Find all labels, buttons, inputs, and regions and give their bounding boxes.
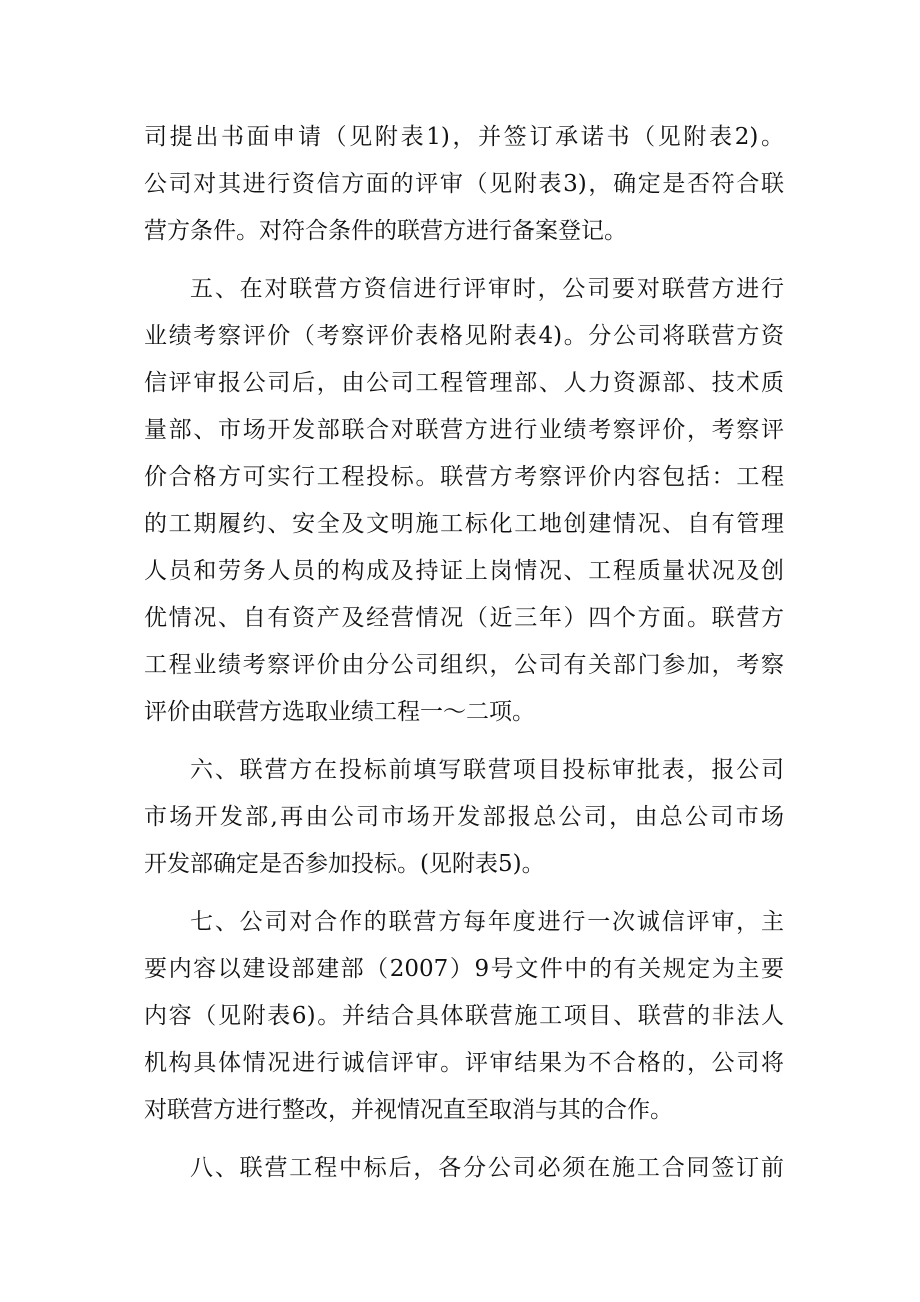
text-line: 人员和劳务人员的构成及持证上岗情况、工程质量状况及创 xyxy=(144,558,784,584)
text-line: 市场开发部,再由公司市场开发部报总公司，由总公司市场 xyxy=(144,804,784,830)
text-line: 公司对其进行资信方面的评审（见附表3)，确定是否符合联 xyxy=(144,171,784,197)
text-line: 量部、市场开发部联合对联营方进行业绩考察评价，考察评 xyxy=(144,417,784,443)
text-line: 五、在对联营方资信进行评审时，公司要对联营方进行 xyxy=(190,276,784,302)
text-line: 司提出书面申请（见附表1)，并签订承诺书（见附表2)。 xyxy=(144,124,784,150)
text-line: 对联营方进行整改，并视情况直至取消与其的合作。 xyxy=(144,1097,673,1123)
text-line: 要内容以建设部建部（2007）9号文件中的有关规定为主要 xyxy=(144,956,784,982)
text-line: 六、联营方在投标前填写联营项目投标审批表，报公司 xyxy=(190,757,784,783)
text-line: 评价由联营方选取业绩工程一～二项。 xyxy=(144,699,535,725)
text-line: 信评审报公司后，由公司工程管理部、人力资源部、技术质 xyxy=(144,370,784,396)
text-line: 内容（见附表6)。并结合具体联营施工项目、联营的非法人 xyxy=(144,1003,784,1029)
text-line: 七、公司对合作的联营方每年度进行一次诚信评审，主 xyxy=(190,909,784,935)
paragraph-gap xyxy=(144,255,784,266)
text-line: 的工期履约、安全及文明施工标化工地创建情况、自有管理 xyxy=(144,511,784,537)
text-line: 优情况、自有资产及经营情况（近三年）四个方面。联营方 xyxy=(144,605,784,631)
text-line: 价合格方可实行工程投标。联营方考察评价内容包括：工程 xyxy=(144,464,784,490)
paragraph-gap xyxy=(144,888,784,899)
text-line: 业绩考察评价（考察评价表格见附表4)。分公司将联营方资 xyxy=(144,323,784,349)
paragraph-gap xyxy=(144,736,784,747)
document-body xyxy=(144,114,784,1192)
paragraph-gap xyxy=(144,1134,784,1145)
text-line: 八、联营工程中标后，各分公司必须在施工合同签订前 xyxy=(190,1155,784,1181)
text-line: 机构具体情况进行诚信评审。评审结果为不合格的，公司将 xyxy=(144,1050,784,1076)
text-line: 开发部确定是否参加投标。(见附表5)。 xyxy=(144,851,545,877)
text-line: 工程业绩考察评价由分公司组织，公司有关部门参加，考察 xyxy=(144,652,784,678)
text-line: 营方条件。对符合条件的联营方进行备案登记。 xyxy=(144,218,627,244)
